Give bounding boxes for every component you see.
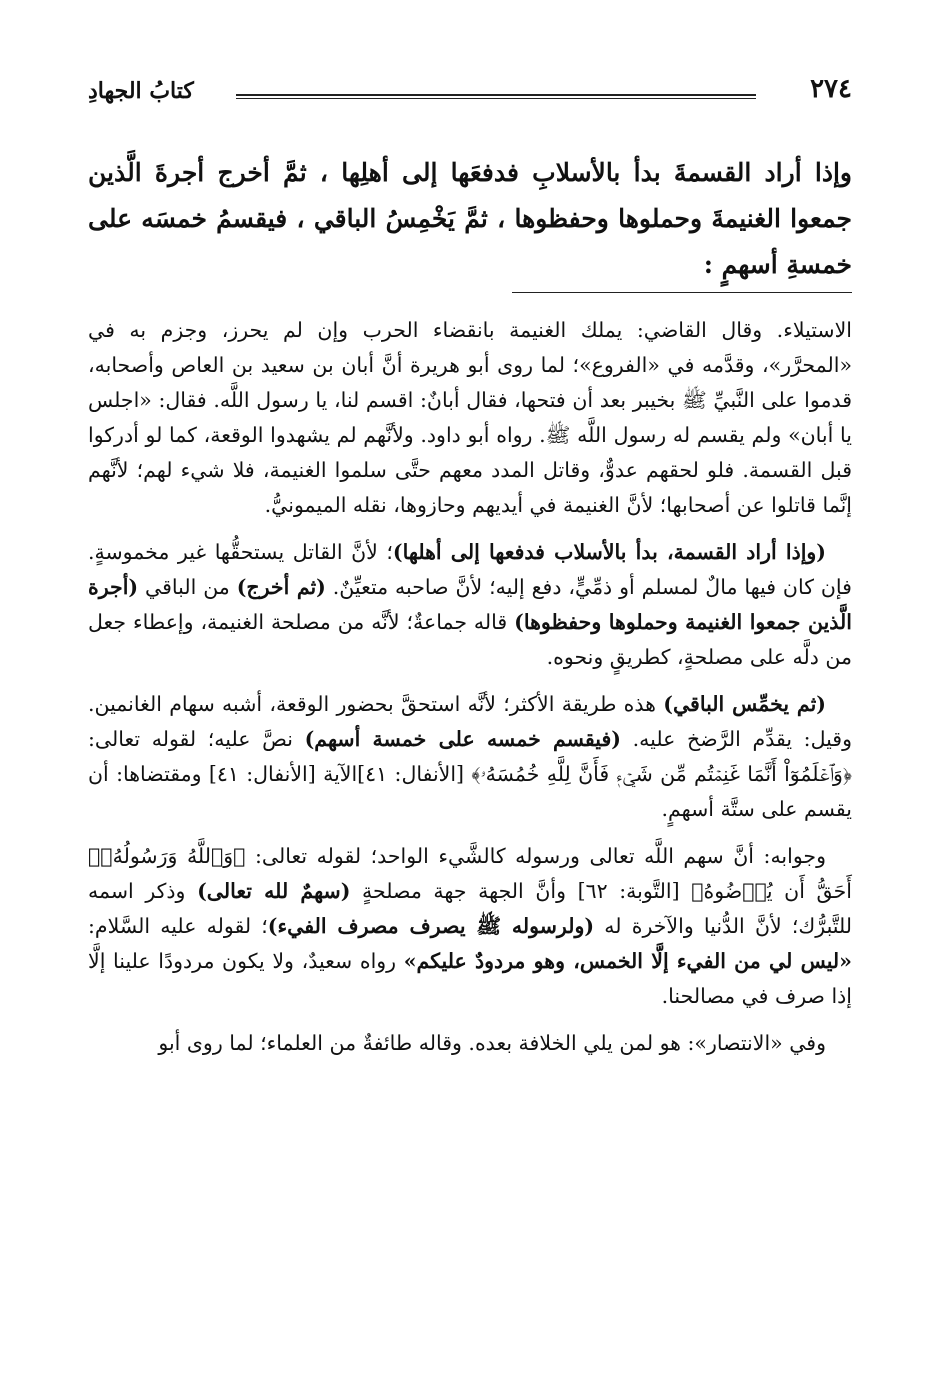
- quoted-matn: (أجرة الَّذين جمعوا الغنيمة وحملوها وحفظوها): [88, 575, 852, 634]
- commentary-text: وذكر اسمه للتَّبرُّك؛ لأنَّ الدُّنيا والآخرة له: [88, 879, 853, 938]
- matn-text: وإذا أراد القسمةَ بدأ بالأسلابِ فدفعَها إلى أهلِها ، ثمَّ أخرج أجرةَ الَّذين جمعوا الغنيمةَ وحملوها وحفظوها ، ثمَّ يَخْمِسُ الباقي ، فيقسمُ خمسَه على خمسةِ أسهمٍ :: [88, 158, 852, 279]
- page-header: [88, 72, 852, 112]
- page-number: ٢٧٤: [810, 74, 852, 104]
- quoted-matn: (سهمٌ لله تعالى): [197, 879, 351, 903]
- header-rule: [236, 94, 756, 96]
- commentary-text: من الباقي: [145, 575, 230, 599]
- matn-separator: [512, 292, 852, 293]
- quoted-matn: (فيقسم خمسه على خمسة أسهم): [304, 727, 621, 751]
- commentary-text: نصَّ عليه؛ لقوله تعالى: ﴿وَٱعۡلَمُوٓاْ أَنَّمَا غَنِمۡتُم مِّن شَيۡءٖ فَأَنَّ لِلَّهِ خُمُسَهُۥ﴾ [الأنفال: ٤١]الآية [الأنفال: ٤١] ومقتضاها: أن يقسم على ستَّة أسهمٍ.: [88, 727, 852, 821]
- quoted-matn: (وإذا أراد القسمة، بدأ بالأسلاب فدفعها إلى أهلها): [392, 540, 826, 564]
- commentary-paragraph: [88, 535, 852, 675]
- commentary-paragraph: [88, 839, 852, 1014]
- commentary-text: وجوابه: أنَّ سهم اللَّه تعالى ورسوله كالشَّيء الواحد؛ لقوله تعالى: ﴿وَٱللَّهُ وَرَسُولُهُۥٓ أَحَقُّ أَن يُرۡضُوهُ﴾ [التَّوبة: ٦٢] وأنَّ الجهة جهة مصلحةٍ: [88, 844, 852, 903]
- commentary-text: ؛ لأنَّ القاتل يستحقُّها غير مخموسةٍ. فإن كان فيها مالٌ لمسلم أو ذمِّيٍّ، دفع إليه؛ لأنَّ صاحبه متعيِّنٌ.: [88, 540, 852, 599]
- quoted-matn: (ثم يخمِّس الباقي): [663, 692, 826, 716]
- quoted-hadith: «ليس لي من الفيء إلَّا الخمس، وهو مردودٌ عليكم»: [403, 949, 852, 973]
- commentary-text: قاله جماعةٌ؛ لأنَّه من مصلحة الغنيمة، وإعطاء جعل من دلَّه على مصلحةٍ، كطريقٍ ونحوه.: [88, 610, 852, 669]
- commentary: [88, 313, 852, 1061]
- commentary-paragraph: الاستيلاء. وقال القاضي: يملك الغنيمة بانقضاء الحرب وإن لم يحرز، وجزم به في «المحرَّر»، وقدَّمه في «الفروع»؛ لما روى أبو هريرة أنَّ أبان بن سعيد بن العاص وأصحابه، قدموا على النَّبيِّ ﷺ بخيبر بعد أن فتحها، فقال أبانٌ: اقسم لنا، يا رسول اللَّه. فقال: «اجلس يا أبان» ولم يقسم له رسول اللَّه ﷺ. رواه أبو داود. ولأنَّهم لم يشهدوا الوقعة، كما لو أدركوا قبل القسمة. فلو لحقهم عدوٌّ، وقاتل المدد معهم حتَّى سلموا الغنيمة، فلا شيء لهم؛ لأنَّهم إنَّما قاتلوا عن أصحابها؛ لأنَّ الغنيمة في أيديهم وحازوها، نقله الميمونيُّ.: [88, 318, 852, 517]
- quoted-matn: (ثم أخرج): [236, 575, 326, 599]
- book-page: [88, 72, 852, 1345]
- commentary-paragraph: وفي «الانتصار»: هو لمن يلي الخلافة بعده. وقاله طائفةٌ من العلماء؛ لما روى أبو: [158, 1031, 826, 1055]
- commentary-text: ؛ لقوله عليه السَّلام:: [88, 914, 268, 938]
- quoted-matn: (ولرسوله ﷺ يصرف مصرف الفيء): [267, 914, 595, 938]
- book-title: كتابُ الجهادِ: [88, 78, 194, 104]
- commentary-text: رواه سعيدٌ، ولا يكون مردودًا علينا إلَّا إذا صرف في مصالحنا.: [88, 949, 852, 1008]
- commentary-text: هذه طريقة الأكثر؛ لأنَّه استحقَّ بحضور الوقعة، أشبه سهام الغانمين. وقيل: يقدِّم الرَّضخ عليه.: [88, 692, 852, 751]
- commentary-paragraph: [88, 687, 852, 827]
